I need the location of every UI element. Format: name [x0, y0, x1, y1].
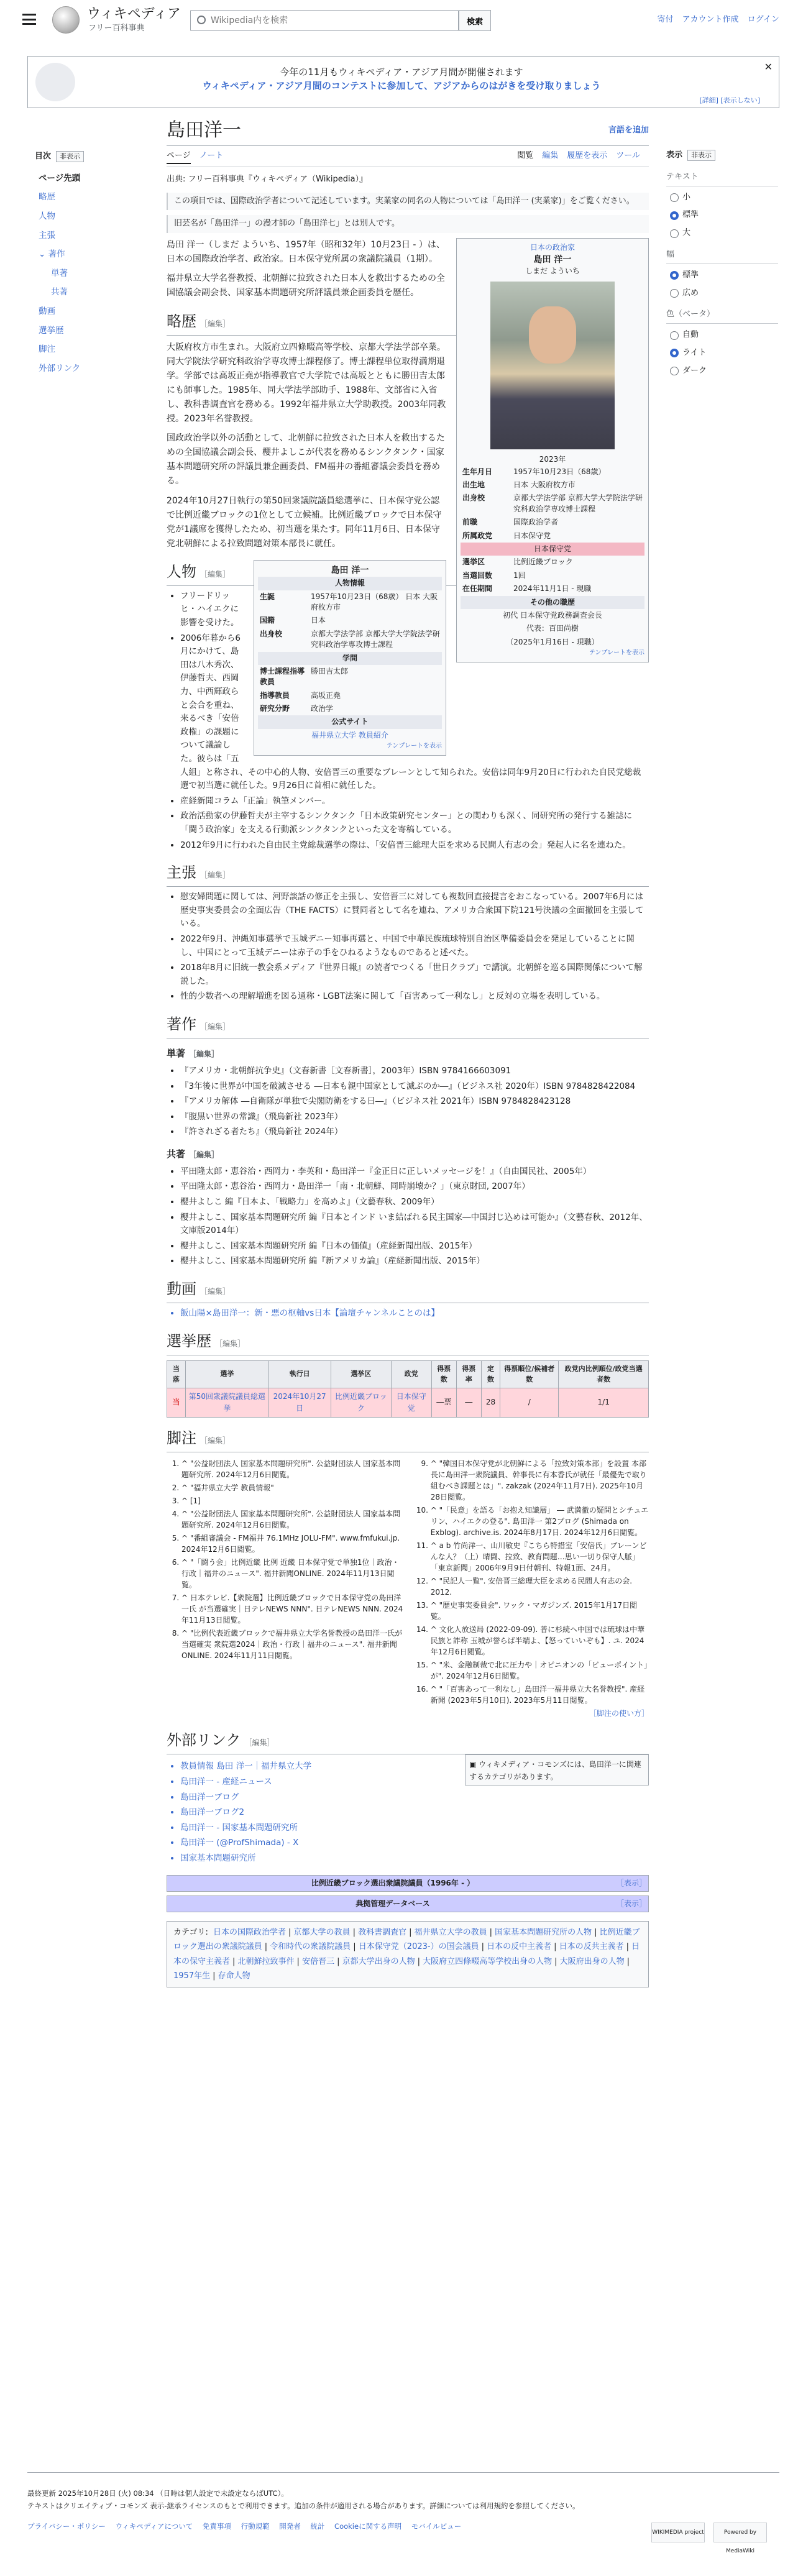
video-link[interactable]: • 飯山陽×島田洋一：新・悪の枢軸vs日本【論壇チャンネルことのは】	[180, 1307, 649, 1321]
section-heading-elections	[167, 1332, 649, 1355]
official-site-link[interactable]: 福井県立大学 教員紹介	[311, 730, 388, 740]
commons-text: ウィキメディア・コモンズには、島田洋一に関連するカテゴリがあります。	[469, 1760, 641, 1781]
list-item: • 性的少数者への理解増進を図る通称・LGBT法案に関して「百害あって一利なし」と反対の立場を表明している。	[180, 990, 649, 1004]
table-cell[interactable]: 2024年10月27日	[268, 1388, 331, 1417]
other-career-1: 初代 日本保守党政務調査会長	[503, 610, 602, 620]
color-dark-option[interactable]	[670, 365, 778, 378]
heading-text: 人物	[167, 564, 196, 580]
toc-item-works-label: 著作	[48, 249, 65, 260]
page-tabs	[167, 150, 649, 167]
footer-link[interactable]: Cookieに関する声明	[334, 2522, 402, 2531]
row-label: 出身校	[260, 629, 283, 638]
table-cell: 当	[167, 1388, 186, 1417]
list-item: • 産経新聞コラム「正論」執筆メンバー。	[180, 795, 649, 809]
wiki-tagline: フリー百科事典	[88, 24, 145, 33]
list-item: • 『アメリカ・北朝鮮抗争史』（文春新書［文春新書］，2003年）ISBN 9784166603091	[180, 1065, 649, 1078]
infobox-politician	[456, 238, 649, 662]
row-label: 出生地	[462, 480, 485, 490]
column-header: 執行日	[268, 1360, 331, 1388]
note-item: 5. ^ "番組審議会 - FM福井 76.1MHz JOLU-FM". www.fmfukui.jp. 2024年12月6日閲覧。	[181, 1533, 406, 1555]
row-label: 指導教員	[260, 690, 290, 700]
row-value: 勝田吉太郎	[311, 666, 349, 676]
category-box: カテゴリ: 日本の国際政治学者 | 京都大学の教員 | 教科書調査官 | 福井県立大学の教員 | 国家基本問題研究所の人物 | 比例近畿ブロック選出の衆議院議員 | 令和時代の衆議院議員 | 日本保守党（2023-）の国会議員 | 日本の反中主義者 | 日本の反共主義者 | 日本の保守主義者 | 北朝鮮拉致事件 | 安倍晋三 | 京都大学出身の人物 | 大阪府立四條畷高等学校出身の人物 | 大阪府出身の人物 | 1957年生 | 存命人物	[167, 1921, 649, 1988]
text-large-option[interactable]	[670, 227, 778, 240]
navbox-authority-control	[167, 1895, 649, 1912]
login-link[interactable]: ログイン	[747, 15, 779, 24]
category-link[interactable]: 令和時代の衆議院議員	[270, 1942, 351, 1952]
category-link[interactable]: 教科書調査官	[358, 1927, 407, 1937]
heading-text: 単著	[167, 1047, 186, 1059]
row-value: 日本 大阪府枚方市	[513, 480, 576, 490]
tab-talk[interactable]: ノート	[199, 151, 224, 160]
category-link[interactable]: 日本の保守主義者	[173, 1942, 640, 1966]
banner-line-1: 今年の11月もウィキペディア・アジア月間が開催されます	[280, 66, 523, 78]
notes-columns	[167, 1456, 649, 1708]
edit-link[interactable]: ［編集］	[215, 1339, 245, 1348]
single-works-list	[180, 1065, 649, 1139]
color-auto-option[interactable]	[670, 329, 778, 342]
banner-text	[88, 65, 715, 93]
commons-box[interactable]	[465, 1754, 649, 1785]
category-link[interactable]: 日本の反共主義者	[559, 1942, 624, 1952]
note-item: 8. ^ "比例代表近畿ブロックで福井県立大学名誉教授の島田洋一氏が当選確実 衆院選2024｜政治・行政｜福井のニュース". 福井新聞ONLINE. 2024年11月11日閲覧。	[181, 1628, 406, 1661]
wikimedia-logo[interactable]: WIKIMEDIA project	[651, 2523, 705, 2542]
table-of-contents	[35, 149, 147, 381]
option-label: 小	[682, 192, 691, 202]
page-footer	[27, 2472, 779, 2554]
hatnote-not-to-confuse: 旧芸名が「島田洋一」の漫才師の「島田洋七」とは別人です。	[167, 215, 649, 233]
edit-link[interactable]: ［編集］	[200, 319, 231, 328]
row-value: 京都大学法学部 京都大学大学院法学研究科政治学専攻博士課程	[513, 493, 643, 513]
note-item: 15. ^ "米、金融制裁で北に圧力や｜オピニオンの「ビューポイント」が". 2024年12月6日閲覧。	[431, 1659, 649, 1682]
infobox-name: 島田 洋一	[533, 254, 572, 265]
external-link[interactable]: • 教員情報 島田 洋一｜福井県立大学	[180, 1760, 311, 1774]
appearance-hide-button[interactable]: 非表示	[687, 150, 715, 161]
row-label: 生年月日	[462, 467, 493, 476]
column-header: 得票率	[456, 1360, 481, 1388]
row-label: 国籍	[260, 616, 275, 625]
section-heading-video	[167, 1280, 649, 1303]
toc-title: 目次	[35, 152, 52, 161]
column-header: 政党内比例順位/政党当選者数	[559, 1360, 649, 1388]
navbox-show-link[interactable]: ［表示］	[616, 1878, 646, 1887]
donate-link[interactable]: 寄付	[657, 15, 674, 24]
search-icon	[197, 16, 206, 24]
create-account-link[interactable]: アカウント作成	[682, 15, 739, 24]
radio-icon[interactable]	[670, 271, 679, 280]
photo-caption: 2023年	[539, 455, 566, 464]
footer-link[interactable]: モバイルビュー	[411, 2522, 462, 2531]
career-paragraph-3: 2024年10月27日執行の第50回衆議院議員総選挙に、日本保守党公認で比例近畿ブロックの1位として立候補。比例近畿ブロックで日本保守党が1議席を獲得したため、初当選を果たす。同年11月6日、日本保守党北朝鮮による拉致問題対策本部長に就任。	[167, 495, 442, 549]
other-career-3: （2025年1月16日 - 現職）	[506, 637, 599, 646]
navbox-show-link[interactable]: ［表示］	[616, 1899, 646, 1908]
footer-link[interactable]: 開発者	[279, 2522, 301, 2531]
commons-icon: ▣	[469, 1760, 479, 1769]
infobox-kana: しまだ よういち	[525, 266, 580, 275]
heading-text: 共著	[167, 1148, 186, 1160]
category-link[interactable]: 福井県立大学の教員	[414, 1927, 487, 1937]
search-box	[190, 10, 459, 31]
toc-item-single[interactable]: 単著	[51, 268, 68, 278]
table-cell[interactable]: 日本保守党	[391, 1388, 431, 1417]
row-value: 比例近畿ブロック	[513, 557, 573, 567]
tab-history[interactable]: 履歴を表示	[567, 151, 608, 160]
heading-text: 動画	[167, 1281, 196, 1298]
column-header: 選挙区	[331, 1360, 391, 1388]
table-cell: 28	[481, 1388, 500, 1417]
option-label: ライト	[682, 347, 707, 357]
note-item: 14. ^ 文化人放送局 (2022-09-09). 普に杉続ヘ中国では琉球は中華民族と詐称 玉城が誉らば半端よ、【怒っていいぞも】. ユ. 2024年12月6日閲覧。	[431, 1624, 649, 1657]
note-item: 7. ^ 日本テレビ.【衆院選】比例近畿ブロックで日本保守党の島田洋一氏 が当選確実｜日テレNEWS NNN". 日テレNEWS NNN. 2024年11月13日閲覧。	[181, 1592, 406, 1626]
list-item: • 櫻井よしこ 編『日本よ、「戦略力」を高めよ』（文藝春秋、2009年）	[180, 1196, 649, 1209]
heading-text: 主張	[167, 865, 196, 882]
width-wide-option[interactable]	[670, 287, 778, 300]
category-link[interactable]: 日本の反中主義者	[487, 1942, 552, 1952]
row-value: 日本	[311, 616, 326, 625]
list-item: • 2012年9月に行われた自由民主党総裁選挙の際は、「安倍晋三総理大臣を求める民間人有志の会」発起人に名を連ねた。	[180, 839, 649, 853]
text-small-option[interactable]	[670, 191, 778, 204]
column-header: 得票順位/候補者数	[500, 1360, 559, 1388]
width-standard-option[interactable]	[670, 269, 778, 282]
row-label: 生誕	[260, 592, 275, 601]
category-link[interactable]: 大阪府出身の人物	[559, 1956, 625, 1966]
toc-item-top[interactable]: ページ先頭	[39, 173, 81, 183]
footer-link[interactable]: プライバシー・ポリシー	[27, 2522, 106, 2531]
footer-link[interactable]: 免責事項	[202, 2522, 231, 2531]
edit-link[interactable]: ［編集］	[244, 1738, 275, 1748]
toc-item-claims[interactable]: 主張	[39, 230, 55, 241]
heading-text: 選挙歴	[167, 1333, 211, 1350]
row-value: 高坂正堯	[311, 690, 341, 700]
infobox2-section-person: 人物情報	[258, 577, 442, 590]
list-item: • フリードリッヒ・ハイエクに影響を受けた。	[180, 590, 649, 630]
heading-text: 外部リンク	[167, 1733, 241, 1749]
row-value: 1957年10月23日（68歳）	[513, 467, 606, 476]
tab-page[interactable]: ページ	[167, 151, 191, 164]
list-item: • 櫻井よしこ、国家基本問題研究所 編『日本の価値』（産経新聞出版、2015年）	[180, 1240, 649, 1254]
row-value: 1回	[513, 571, 526, 580]
footer-link[interactable]: 統計	[310, 2522, 325, 2531]
row-value: 国際政治学者	[513, 518, 559, 527]
category-link[interactable]: 大阪府立四條畷高等学校出身の人物	[423, 1956, 553, 1966]
category-link[interactable]: 日本の国際政治学者	[213, 1927, 287, 1937]
search-input[interactable]	[211, 13, 447, 28]
row-value: 2024年11月1日 - 現職	[513, 584, 592, 594]
heading-text: 略歴	[167, 313, 196, 330]
mediawiki-logo[interactable]: Powered by MediaWiki	[713, 2523, 767, 2542]
wikipedia-logo[interactable]	[52, 6, 80, 34]
radio-icon[interactable]	[670, 211, 679, 220]
other-career-heading: その他の職歴	[461, 596, 644, 609]
intro-paragraph: 島田 洋一（しまだ よういち、1957年（昭和32年）10月23日 - ）は、日本の国際政治学者、政治家。日本保守党所属の衆議院議員（1期）。	[167, 240, 445, 265]
list-item: • 慰安婦問題に関しては、河野談話の修正を主張し、安倍晋三に対しても複数回直接提言をおこなっている。2007年6月には歴史事実委員会の全面広告（THE FACTS）に賛同者として名を連ね、アメリカ合衆国下院121号決議の全面撤回を主張している。	[180, 891, 649, 931]
navbox-kinki-members	[167, 1875, 649, 1892]
color-light-option[interactable]	[670, 347, 778, 360]
appearance-title: 表示	[666, 150, 683, 160]
coauthored-list	[180, 1165, 649, 1268]
option-label: ダーク	[682, 365, 707, 375]
category-link[interactable]: 比例近畿ブロック選出の衆議院議員	[173, 1927, 640, 1952]
row-value: 政治学	[311, 704, 334, 713]
toc-item-elections[interactable]: 選挙歴	[39, 325, 64, 336]
list-item: • 2018年8月に旧統一教会系メディア『世界日報』の読者でつくる「世日クラブ」で講演。北朝鮮を巡る国際関係について解説した。	[180, 961, 649, 988]
toc-item-notes[interactable]: 脚注	[39, 344, 55, 355]
election-table	[167, 1360, 649, 1418]
asia-month-logo	[35, 63, 75, 101]
edit-link[interactable]: ［編集］	[200, 871, 231, 880]
heading-text: 著作	[167, 1016, 196, 1033]
career-paragraph-2: 国政政治学以外の活動として、北朝鮮に拉致された日本人を救出するための全国協議会副会長、櫻井よしこが代表を務めるシンクタンク・国家基本問題研究所の評議員兼企画委員、FM福井の番組審議会委員を務める。	[167, 433, 445, 487]
footer-link[interactable]: 行動規範	[241, 2522, 270, 2531]
external-link[interactable]: • 島田洋一 (@ProfShimada) - X	[180, 1836, 311, 1850]
edit-link[interactable]: ［編集］	[189, 1150, 219, 1159]
note-item: 3. ^ [1]	[181, 1495, 406, 1506]
notes-list-right	[431, 1456, 649, 1708]
user-links	[651, 14, 779, 27]
infobox2-name: 島田 洋一	[331, 565, 369, 575]
note-item: 11. ^ a b 竹尚洋一、山川敏史『こちら特措室「安倍氏」ブレーンどんな人？（上）晴闘、拉致、教育問題…思い一切り保守人脈」「東京新聞」2006年9月9日付朝刊、特報1面、24月。	[431, 1540, 649, 1574]
navbox-header[interactable]	[167, 1896, 648, 1912]
navbox-title: 典拠管理データベース	[355, 1899, 430, 1908]
row-label: 選挙区	[462, 557, 485, 567]
toc-item-career[interactable]: 略歴	[39, 192, 55, 203]
main-content	[167, 118, 649, 1987]
party-band: 日本保守党	[461, 543, 644, 556]
list-item: • 『アメリカ解体 ―自衛隊が単独で尖閣防衛をする日―』（ビジネス社 2021年）ISBN 9784828423128	[180, 1095, 649, 1109]
close-icon[interactable]: ✕	[764, 61, 773, 73]
license-text: テキストはクリエイティブ・コモンズ 表示-継承ライセンスのもとで利用できます。追加の条件が適用される場合があります。詳細については利用規約を参照してください。	[27, 2501, 580, 2510]
add-language-button[interactable]: 言語を追加	[608, 126, 649, 135]
list-item: • 『腹黒い世界の常識』（飛鳥新社 2023年）	[180, 1111, 649, 1124]
site-header	[0, 0, 798, 40]
note-item: 10. ^ "「民意」を語る「お抱え知識層」 ― 武満徹の疑問とシチュエリン、ハイエクの登る". 島田洋一 第2ブログ (Shimada on Exblog). archive.is. 2024年8月17日. 2024年12月6日閲覧。	[431, 1505, 649, 1538]
claims-list	[180, 891, 649, 1004]
category-link[interactable]: 北朝鮮拉致事件	[237, 1956, 295, 1966]
table-cell: ―	[456, 1388, 481, 1417]
heading-text: 脚注	[167, 1431, 196, 1447]
list-item: • 『許されざる者たち』（飛鳥新社 2024年）	[180, 1125, 649, 1139]
infobox2-section-site: 公式サイト	[258, 715, 442, 728]
category-label: カテゴリ:	[173, 1927, 208, 1937]
row-label: 前職	[462, 518, 478, 527]
section-heading-external	[167, 1731, 649, 1754]
subheading-single	[167, 1046, 649, 1061]
career-paragraph-1: 大阪府枚方市生まれ。大阪府立四條畷高等学校、京都大学法学部卒業。同大学院法学研究科政治学専攻博士課程修了。博士課程単位取得満期退学。学部では高坂正堯が指導教官で大学院では高坂とともに勝田吉太郎にも師事した。1985年、同大学法学部助手、1988年、文部省に入省し、教科書調査官を務める。1992年福井県立大学助教授。2003年同教授。2023年名誉教授。	[167, 342, 446, 424]
column-header: 当落	[167, 1360, 186, 1388]
edit-link[interactable]: ［編集］	[200, 1022, 231, 1031]
show-template-link-2[interactable]: テンプレートを表示	[386, 743, 442, 750]
table-cell: ―票	[431, 1388, 456, 1417]
radio-icon[interactable]	[670, 367, 679, 375]
footer-link[interactable]: ウィキペディアについて	[115, 2522, 193, 2531]
note-item: 4. ^ "公益財団法人 国家基本問題研究所". 公益財団法人 国家基本問題研究所. 2024年12月6日閲覧。	[181, 1508, 406, 1531]
text-standard-option[interactable]	[670, 209, 778, 222]
source-line: 出典: フリー百科事典『ウィキペディア（Wikipedia）』	[167, 174, 368, 184]
section-heading-works	[167, 1015, 649, 1038]
category-link[interactable]: 日本保守党（2023-）の国会議員	[358, 1942, 479, 1952]
toc-item-works[interactable]: ⌄ 著作	[39, 249, 65, 260]
list-item: • 『3年後に世界が中国を破滅させる ―日本も親中国家として滅ぶのか―』（ビジネス社 2020年）ISBN 9784828422084	[180, 1080, 649, 1094]
external-links-area	[167, 1754, 649, 1871]
table-cell: /	[500, 1388, 559, 1417]
category-link[interactable]: 国家基本問題研究所の人物	[495, 1927, 592, 1937]
note-item: 16. ^ "「百害あって一利なし」島田洋一福井県立大名誉教授". 産経新聞 (2023年5月10日). 2023年5月11日閲覧。	[431, 1684, 649, 1706]
infobox2-table	[258, 590, 442, 743]
list-item: • 平田隆太郎・恵谷治・西岡力・李英和・島田洋一『金正日に正しいメッセージを！』（自由国民社、2005年）	[180, 1165, 649, 1179]
category-link[interactable]: 存命人物	[218, 1971, 250, 1981]
list-item: • 櫻井よしこ、国家基本問題研究所 編『新アメリカ論』（産経新聞出版、2015年）	[180, 1255, 649, 1268]
row-label: 研究分野	[260, 704, 290, 713]
infobox-table	[461, 465, 644, 649]
radio-icon[interactable]	[670, 229, 679, 238]
width-heading: 幅	[666, 249, 778, 264]
row-label: 出身校	[462, 493, 485, 503]
infobox2-section-academic: 学問	[258, 652, 442, 665]
radio-icon[interactable]	[670, 193, 679, 202]
category-link[interactable]: 京都大学の教員	[293, 1927, 351, 1937]
toc-item-external[interactable]: 外部リンク	[39, 363, 81, 374]
column-header: 定数	[481, 1360, 500, 1388]
column-header: 政党	[391, 1360, 431, 1388]
row-label: 博士課程指導教員	[260, 666, 305, 687]
table-row	[167, 1388, 649, 1417]
option-label: 自動	[682, 330, 699, 340]
video-list	[180, 1307, 649, 1321]
notes-list-left	[181, 1456, 406, 1708]
section-heading-claims	[167, 863, 649, 887]
text-size-heading: テキスト	[666, 171, 778, 186]
edit-link[interactable]: ［編集］	[200, 1287, 231, 1296]
note-item: 13. ^ "歴史事実委員会". ワック・マガジンズ. 2015年1月17日閲覧。	[431, 1600, 649, 1622]
table-cell[interactable]: 比例近畿ブロック	[331, 1388, 391, 1417]
category-link[interactable]: 京都大学出身の人物	[342, 1956, 415, 1966]
wiki-name: ウィキペディア	[87, 6, 181, 22]
row-label: 当選回数	[462, 571, 493, 580]
radio-icon[interactable]	[670, 331, 679, 340]
list-item: • 平田隆太郎・恵谷治・西岡力・島田洋一「南・北朝鮮、同時崩壊か？」（東京財団, 2007年）	[180, 1180, 649, 1194]
edit-link[interactable]: ［編集］	[189, 1049, 219, 1058]
option-label: 大	[682, 228, 691, 238]
radio-icon[interactable]	[670, 289, 679, 298]
tab-read[interactable]: 閲覧	[517, 151, 534, 160]
page-title: 島田洋一	[167, 118, 649, 146]
option-label: 広め	[682, 288, 699, 298]
external-link[interactable]: • 島田洋一ブログ	[180, 1791, 311, 1805]
portrait-photo[interactable]	[490, 282, 615, 449]
main-menu-icon[interactable]	[22, 14, 36, 25]
toc-item-coauthored[interactable]: 共著	[51, 287, 68, 298]
toc-item-person[interactable]: 人物	[39, 211, 55, 221]
infobox-flag-title: 日本の政治家	[530, 243, 575, 252]
navbox-title: 比例近畿ブロック選出衆議院議員（1996年 - ）	[311, 1878, 475, 1887]
list-item: • 政治活動家の伊藤哲夫が主宰するシンクタンク「日本政策研究センター」との関わりも深く、同研究所の発行する雑誌に「闘う政治家」を支える行動派シンクタンクといった文を寄稿している。	[180, 810, 649, 837]
note-item: 12. ^ "民記人一覧". 安倍晋三総理大臣を求める民間人有志の会. 2012.	[431, 1575, 649, 1598]
external-link[interactable]: • 国家基本問題研究所	[180, 1852, 311, 1866]
toc-hide-button[interactable]: 非表示	[56, 151, 84, 162]
other-career-2: 代表：百田尚樹	[526, 624, 579, 633]
list-item: • 2006年暮から6月にかけて、島田は八木秀次、伊藤哲夫、西岡力、中西輝政らと会合を重ね、来るべき「安倍政権」の課題について議論した。彼らは「五人組」と称され、その中心的人物、安倍晋三の重要なブレーンとして知られた。安倍は同年9月20日に行われた自民党総裁選で初当選に就任した。9月26日に首相に就任した。	[180, 632, 649, 793]
row-value: 京都大学法学部 京都大学大学院法学研究科政治学専攻博士課程	[311, 629, 440, 649]
option-label: 標準	[682, 270, 699, 280]
note-item: 9. ^ "韓国日本保守党が北朝鮮による「拉致対策本部」を設置 本部長に島田洋一衆院議員、幹事長に有本香氏が就任「最優先で取り組むべき課題とは」". zakzak (2024年11月7日). 2025年10月28日閲覧。	[431, 1458, 649, 1503]
note-item: 2. ^ "福井県立大学 教員情報"	[181, 1482, 406, 1493]
row-value: 日本保守党	[513, 531, 551, 540]
row-label: 所属政党	[462, 531, 493, 540]
list-item: • 櫻井よしこ、国家基本問題研究所 編『日本とインド いま結ばれる民主国家―中国封じ込めは可能か』（文藝春秋、2012年、文庫版2014年）	[180, 1211, 649, 1238]
infobox-scholar	[254, 560, 446, 756]
external-link[interactable]: • 島田洋一 - 国家基本問題研究所	[180, 1822, 311, 1835]
note-item: 1. ^ "公益財団法人 国家基本問題研究所". 公益財団法人 国家基本問題研究所. 2024年12月6日閲覧。	[181, 1458, 406, 1480]
edit-link[interactable]: ［編集］	[200, 569, 231, 579]
table-header-row	[167, 1360, 649, 1388]
color-heading: 色（ベータ）	[666, 308, 778, 324]
edit-link[interactable]: ［編集］	[200, 1436, 231, 1446]
table-cell: 1/1	[559, 1388, 649, 1417]
banner-more-links[interactable]: [詳細] [表示しない]	[699, 96, 760, 104]
column-header: 選挙	[186, 1360, 269, 1388]
category-link[interactable]: 安倍晋三	[302, 1956, 335, 1966]
tab-tools[interactable]: ツール	[616, 151, 640, 160]
navbox-header[interactable]	[167, 1876, 648, 1891]
tab-edit[interactable]: 編集	[542, 151, 559, 160]
external-link[interactable]: • 島田洋一 - 産経ニュース	[180, 1776, 311, 1789]
note-item: 6. ^ "「闘う会」比例近畿 比例 近畿 日本保守党で単独1位｜政治・行政｜福井のニュース". 福井新聞ONLINE. 2024年11月13日閲覧。	[181, 1557, 406, 1590]
external-link[interactable]: • 島田洋一ブログ2	[180, 1806, 311, 1820]
notes-help-link[interactable]: ［脚注の使い方］	[589, 1709, 649, 1718]
row-label: 在任期間	[462, 584, 493, 594]
table-cell[interactable]: 第50回衆議院議員総選挙	[186, 1388, 269, 1417]
external-links-list	[180, 1758, 311, 1867]
subheading-coauthored	[167, 1147, 649, 1162]
appearance-panel	[666, 149, 778, 378]
category-link[interactable]: 1957年生	[173, 1971, 211, 1981]
column-header: 得票数	[431, 1360, 456, 1388]
option-label: 標準	[682, 210, 699, 220]
asia-month-banner	[27, 56, 779, 108]
show-template-link[interactable]: テンプレートを表示	[589, 649, 644, 657]
intro-paragraph-2: 福井県立大学名誉教授、北朝鮮に拉致された日本人を救出するための全国協議会副会長、国家基本問題研究所評議員兼企画委員を歴任。	[167, 273, 445, 298]
banner-line-2[interactable]: ウィキペディア・アジア月間のコンテストに参加して、アジアからのはがきを受け取りましょう	[202, 80, 601, 91]
hatnote-disambiguation: この項目では、国際政治学者について記述しています。実業家の同名の人物については「島田洋一 (実業家)」をご覧ください。	[167, 193, 649, 211]
row-value: 1957年10月23日（68歳） 日本 大阪府枚方市	[311, 592, 438, 612]
search-button[interactable]: 検索	[459, 10, 491, 31]
toc-item-video[interactable]: 動画	[39, 306, 55, 316]
last-edited: 最終更新 2025年10月28日 (火) 08:34 （日時は個人設定で未設定ならばUTC）。	[27, 2489, 288, 2498]
radio-icon[interactable]	[670, 349, 679, 357]
list-item: • 2022年9月、沖縄知事選挙で玉城デニー知事再選と、中国で中華民族琉球特別自治区準備委員会を発足していることに関し、中国にとって玉城デニーは赤子の手をひねるようなものであると述べた。	[180, 933, 649, 960]
section-heading-notes	[167, 1429, 649, 1452]
